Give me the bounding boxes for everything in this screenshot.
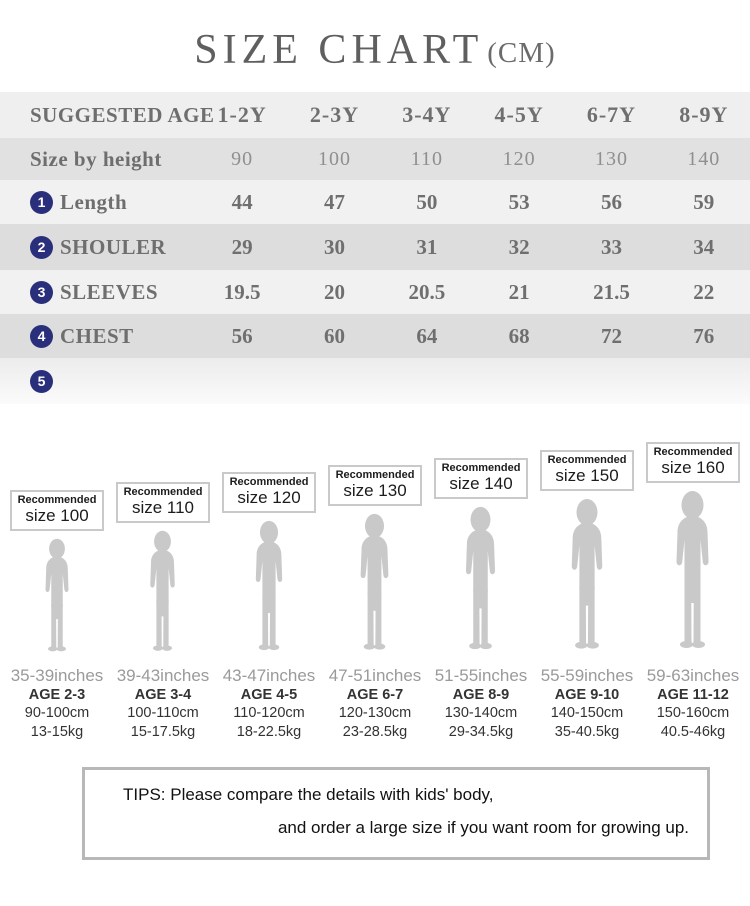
table-cell: 64 [416,323,438,348]
child-silhouette-icon [35,538,79,660]
figure-height-cm: 90-100cm [24,705,90,722]
figure-age: AGE 3-4 [134,687,192,704]
figure-weight-kg: 29-34.5kg [448,723,514,740]
figure-stack [434,434,529,660]
recommended-size-box [328,465,423,506]
recommended-size: size 100 [25,506,89,525]
figure-measurements [11,665,104,741]
recommended-size: size 120 [237,488,301,507]
recommended-size: size 140 [449,474,513,493]
figure-column-size-100 [4,434,110,741]
figure-height-cm: 130-140cm [444,705,518,722]
tips-box [82,767,710,860]
table-cell: 19.5 [223,279,261,304]
table-cell: 21 [508,279,530,304]
table-cell: 53 [508,189,530,214]
row-label: CHEST [60,323,134,348]
figure-height-cm: 140-150cm [550,705,624,722]
figure-measurements [647,665,740,741]
header-age-8-9y: 8-9Y [679,102,729,127]
figure-stack [646,434,741,660]
table-cell: 32 [508,234,530,259]
recommended-size-box [222,472,317,513]
child-silhouette-icon [662,490,723,660]
table-cell: 50 [416,189,438,214]
child-silhouette-icon [558,498,616,660]
figure-weight-kg: 18-22.5kg [236,723,302,740]
figure-weight-kg: 15-17.5kg [130,723,196,740]
table-cell: 90 [231,147,254,170]
row-label-cell [0,280,196,305]
figure-stack [10,434,105,660]
figure-stack [540,434,635,660]
tips-line-1: TIPS: Please compare the details with kids' body, [123,784,494,804]
table-cell: 20 [323,279,345,304]
figure-weight-kg: 23-28.5kg [342,723,408,740]
header-age-3-4y: 3-4Y [402,102,452,127]
table-cell: 56 [600,189,622,214]
table-cell: 60 [323,323,345,348]
row-label: SHOULER [60,234,167,259]
tips-line-2: and order a large size if you want room for growing up. [277,817,689,837]
figure-height-cm: 150-160cm [656,705,730,722]
figure-inches: 59-63inches [646,666,740,685]
recommended-size: size 160 [661,458,725,477]
header-label-cell [0,102,215,128]
row-label: Size by height [30,146,162,171]
row-label-cell [0,147,196,172]
recommended-size-box [10,490,105,531]
figure-column-size-160 [640,434,746,741]
child-silhouette-icon [453,506,508,660]
figure-measurements [435,665,528,741]
table-cell: 68 [508,323,530,348]
recommended-size: size 110 [131,498,195,517]
figure-inches: 35-39inches [10,666,104,685]
table-row-size-by-height [0,138,750,180]
table-row-shoulder [0,224,750,270]
figure-age: AGE 11-12 [657,687,729,704]
row-number-badge: 2 [30,236,53,259]
figure-age: AGE 8-9 [452,687,510,704]
row-number-badge: 1 [30,191,53,214]
recommended-size: size 150 [555,466,619,485]
figure-age: AGE 4-5 [240,687,298,704]
figure-stack [328,434,423,660]
figure-measurements [223,665,316,741]
recommended-label: Recommended [547,454,627,466]
recommended-size: size 130 [343,481,407,500]
recommended-label: Recommended [123,486,203,498]
figure-weight-kg: 40.5-46kg [660,723,726,740]
table-row-five [0,358,750,404]
child-silhouette-icon [139,530,186,660]
child-silhouette-icon [348,513,401,660]
row-label-cell [0,324,196,349]
table-cell: 44 [231,189,253,214]
recommended-label: Recommended [653,446,733,458]
table-row-sleeves [0,270,750,314]
row-number-badge: 3 [30,281,53,304]
child-silhouette-icon [244,520,294,660]
table-cell: 31 [416,234,438,259]
page-header [0,0,750,92]
recommended-size-box [116,482,211,523]
row-label-cell [0,235,196,260]
figure-stack [222,434,317,660]
figure-measurements [541,665,634,741]
row-number-badge: 4 [30,325,53,348]
figure-column-size-120 [216,434,322,741]
table-cell: 130 [594,147,628,170]
figure-weight-kg: 35-40.5kg [554,723,620,740]
header-label: SUGGESTED AGE [30,102,215,127]
table-header-row [0,92,750,138]
figure-height-cm: 120-130cm [338,705,412,722]
figure-measurements [329,665,422,741]
page-title: SIZE CHART [194,27,484,73]
figure-inches: 47-51inches [328,666,422,685]
figure-age: AGE 6-7 [346,687,404,704]
recommended-size-box [646,442,741,483]
table-row-chest [0,314,750,358]
table-cell: 72 [600,323,622,348]
table-cell: 110 [410,147,443,170]
header-age-4-5y: 4-5Y [494,102,544,127]
table-cell: 34 [693,234,715,259]
figure-inches: 43-47inches [222,666,316,685]
figure-height-cm: 100-110cm [127,705,199,722]
figure-inches: 51-55inches [434,666,528,685]
row-label: Length [60,189,128,214]
recommended-label: Recommended [17,494,97,506]
table-cell: 59 [693,189,715,214]
figure-column-size-130 [322,434,428,741]
figure-stack [116,434,211,660]
table-row-length [0,180,750,224]
figure-age: AGE 9-10 [554,687,620,704]
recommended-label: Recommended [441,462,521,474]
table-cell: 30 [323,234,345,259]
figure-column-size-140 [428,434,534,741]
table-cell: 47 [323,189,345,214]
recommended-size-box [434,458,529,499]
table-cell: 22 [693,279,715,304]
size-table [0,92,750,404]
header-age-2-3y: 2-3Y [309,102,360,127]
recommended-label: Recommended [335,469,415,481]
table-cell: 29 [231,234,253,259]
figure-inches: 39-43inches [116,666,210,685]
row-label-cell [0,370,196,393]
table-cell: 76 [693,323,715,348]
figure-inches: 55-59inches [540,666,634,685]
recommended-size-box [540,450,635,491]
table-cell: 56 [231,323,253,348]
figure-column-size-150 [534,434,640,741]
table-cell: 21.5 [593,279,630,304]
figure-height-cm: 110-120cm [233,705,305,722]
table-cell: 20.5 [408,279,446,304]
row-label-cell [0,190,196,215]
recommended-label: Recommended [229,476,309,488]
figure-measurements [117,665,210,741]
header-age-6-7y: 6-7Y [586,102,637,127]
figure-age: AGE 2-3 [28,687,86,704]
page-title-unit: (CM) [487,36,556,69]
table-cell: 120 [502,147,536,170]
row-label: SLEEVES [60,279,159,304]
row-number-badge: 5 [30,370,53,393]
figure-column-size-110 [110,434,216,741]
figure-weight-kg: 13-15kg [30,723,84,740]
table-cell: 33 [600,234,622,259]
header-age-1-2y: 1-2Y [217,102,267,127]
figures-section [0,434,750,741]
table-cell: 100 [317,147,351,170]
table-cell: 140 [687,147,721,170]
